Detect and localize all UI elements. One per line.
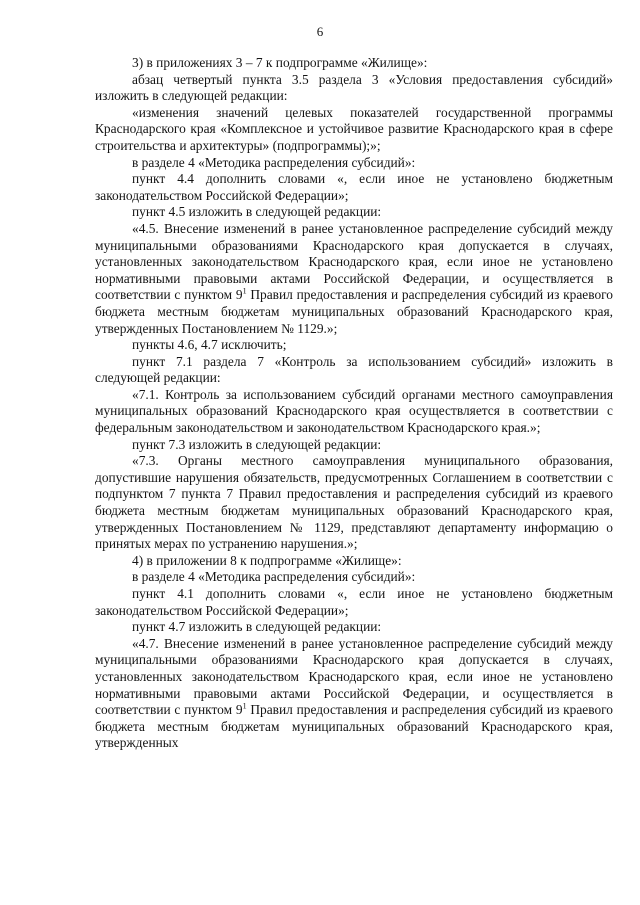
page-number: 6 [316, 24, 324, 39]
paragraph-text: «4.5. Внесение изменений в ранее установленное распределение субсидий между муниципальными образованиями Краснодарского края допускается в случаях, установленных законодательством Краснодарского края, если иное не установлено нормативными правовыми актами Российской Федерации, и осуществляется в соответствии с пунктом 9 [95, 220, 613, 303]
paragraph: пункты 4.6, 4.7 исключить; [132, 337, 287, 353]
paragraph: «7.3. Органы местного самоуправления муниципального образования, допустившие нарушения обязательств, предусмотренных Соглашением в соответствии с подпунктом 7 пункта 7 Правил предоставления и распределения субсидий из краевого бюджета местным бюджетам муниципальных образований Краснодарского края, утвержденных Постановлением № 1129, представляют департаменту информацию о принятых мерах по устранению нарушения.»; [95, 453, 613, 552]
paragraph: абзац четвертый пункта 3.5 раздела 3 «Условия предоставления субсидий» изложить в следующей редакции: [95, 71, 613, 104]
paragraph: 3) в приложениях 3 – 7 к подпрограмме «Жилище»: [132, 55, 428, 70]
paragraph: пункт 7.1 раздела 7 «Контроль за использованием субсидий» изложить в следующей редакции: [95, 353, 613, 386]
paragraph-text: Правил предоставления и распределения субсидий из краевого бюджета местным бюджетам муниципальных образований Краснодарского края, утвержденных Постановлением № 1129.»; [95, 287, 613, 336]
paragraph [95, 636, 613, 752]
paragraph: в разделе 4 «Методика распределения субсидий»: [132, 154, 416, 170]
paragraph: «изменения значений целевых показателей государственной программы Краснодарского края «Комплексное и устойчивое развитие Краснодарского края в сфере строительства и архитектуры» (подпрограммы);»; [95, 104, 613, 153]
paragraph: пункт 4.5 изложить в следующей редакции: [132, 204, 382, 220]
paragraph: пункт 4.7 изложить в следующей редакции: [132, 619, 382, 635]
paragraph-text: «4.7. Внесение изменений в ранее установленное распределение субсидий между муниципальными образованиями Краснодарского края допускается в случаях, установленных законодательством Краснодарского края, если иное не установлено нормативными правовыми актами Российской Федерации, и осуществляется в соответствии с пунктом 9 [95, 635, 613, 718]
paragraph-text: Правил предоставления и распределения субсидий из краевого бюджета местным бюджетам муниципальных образований Краснодарского края, утвержденных [95, 702, 613, 751]
paragraph: пункт 4.1 дополнить словами «, если иное не установлено бюджетным законодательством Российской Федерации»; [95, 586, 613, 618]
document-body [95, 55, 613, 752]
paragraph: 4) в приложении 8 к подпрограмме «Жилище»: [132, 552, 402, 568]
paragraph: пункт 4.4 дополнить словами «, если иное не установлено бюджетным законодательством Российской Федерации»; [95, 171, 613, 203]
footnote-superscript: 1 [242, 286, 247, 296]
footnote-superscript: 1 [242, 701, 247, 711]
paragraph: «7.1. Контроль за использованием субсидий органами местного самоуправления муниципальных образований Краснодарского края осуществляется в соответствии с федеральным законодательством и законодательством Краснодарского края.»; [95, 386, 613, 436]
paragraph [95, 221, 613, 337]
paragraph: пункт 7.3 изложить в следующей редакции: [132, 436, 382, 452]
paragraph: в разделе 4 «Методика распределения субсидий»: [132, 569, 416, 585]
